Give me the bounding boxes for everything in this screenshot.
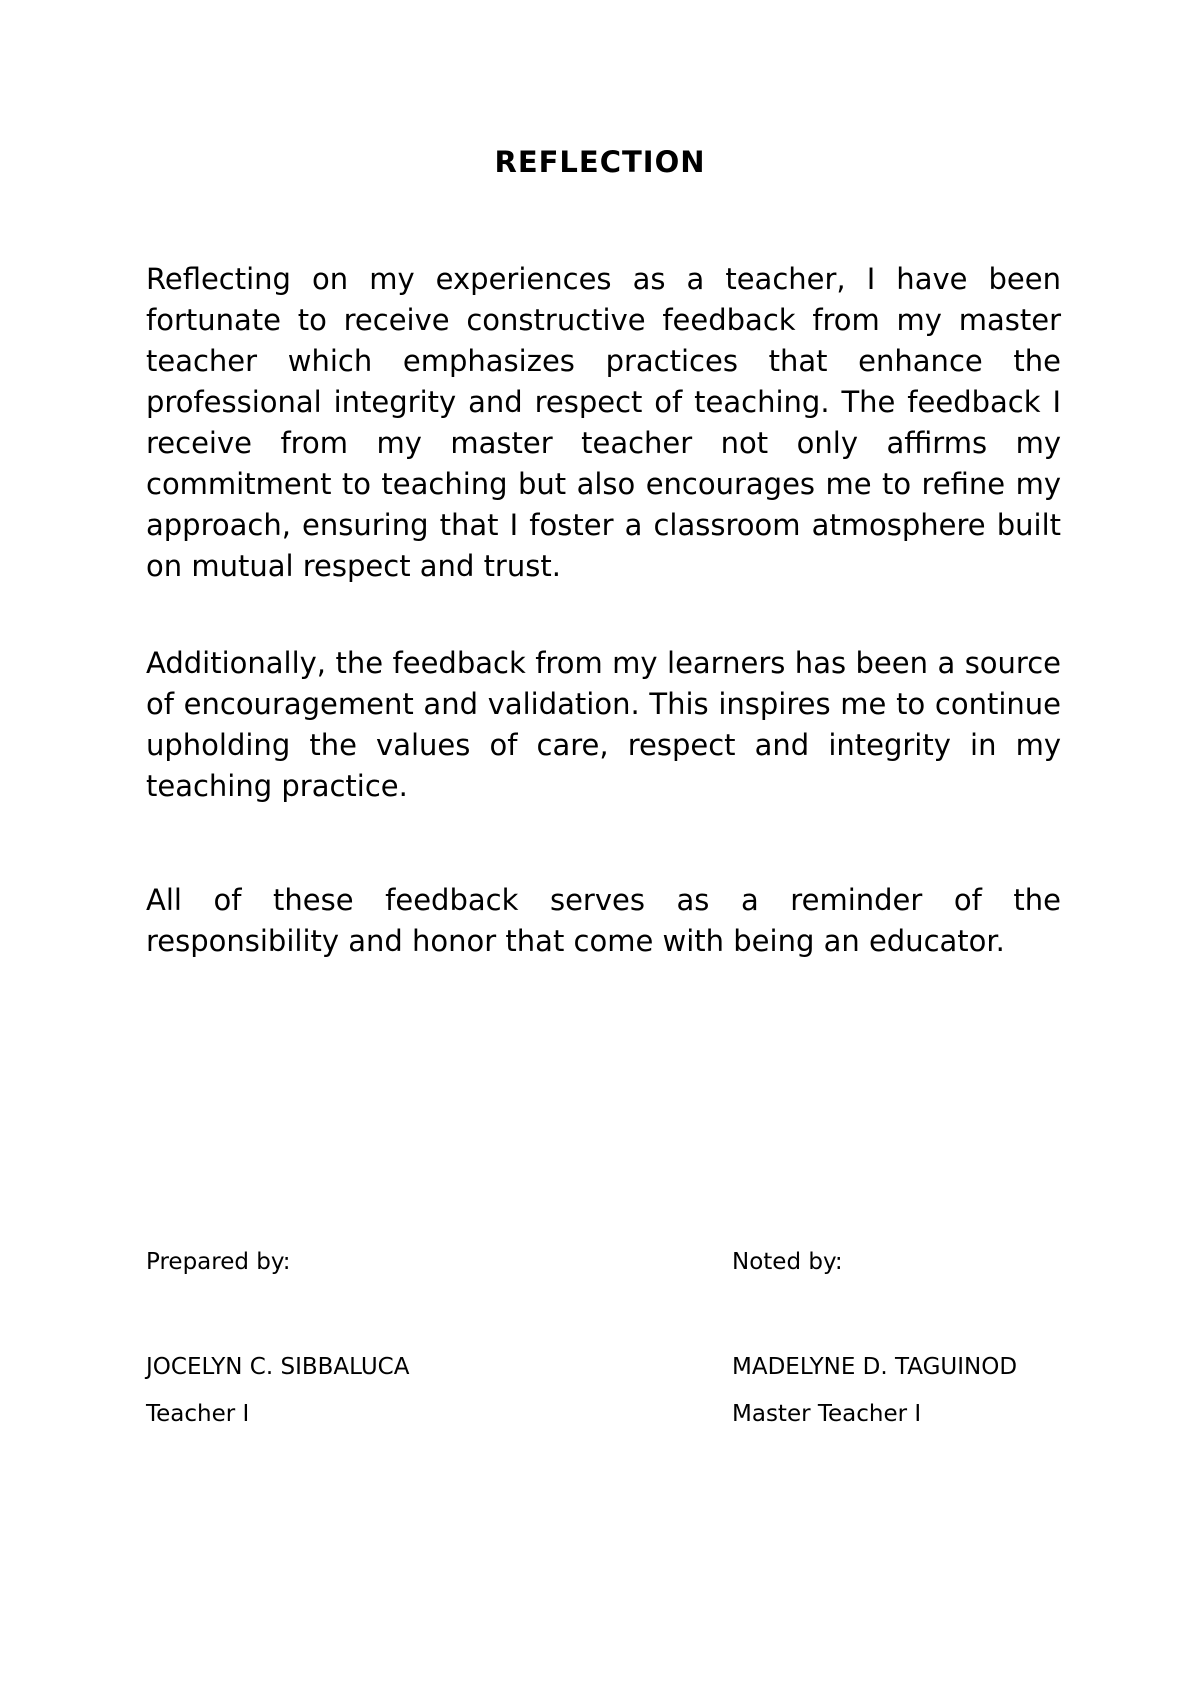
prepared-by-position: Teacher I xyxy=(146,1401,250,1427)
paragraph-learner-feedback: Additionally, the feedback from my learners has been a source of encouragement and validation. This inspires me to continue upholding the values of care, respect and integrity in my teaching practice. xyxy=(146,646,1061,803)
noted-by-position: Master Teacher I xyxy=(732,1401,922,1427)
noted-by-name: MADELYNE D. TAGUINOD xyxy=(732,1354,1018,1380)
paragraph-conclusion: All of these feedback serves as a reminder of the responsibility and honor that come with being an educator. xyxy=(146,883,1061,958)
paragraph-teacher-feedback: Reflecting on my experiences as a teacher, I have been fortunate to receive constructive feedback from my master teacher which emphasizes practices that enhance the professional integrity and respect of teaching. The feedback I receive from my master teacher not only affirms my commitment to teaching but also encourages me to refine my approach, ensuring that I foster a classroom atmosphere built on mutual respect and trust. xyxy=(146,262,1061,583)
noted-by-label: Noted by: xyxy=(732,1249,843,1275)
prepared-by-label: Prepared by: xyxy=(146,1249,291,1275)
prepared-by-name: JOCELYN C. SIBBALUCA xyxy=(146,1354,410,1380)
document-title: REFLECTION xyxy=(494,145,706,179)
